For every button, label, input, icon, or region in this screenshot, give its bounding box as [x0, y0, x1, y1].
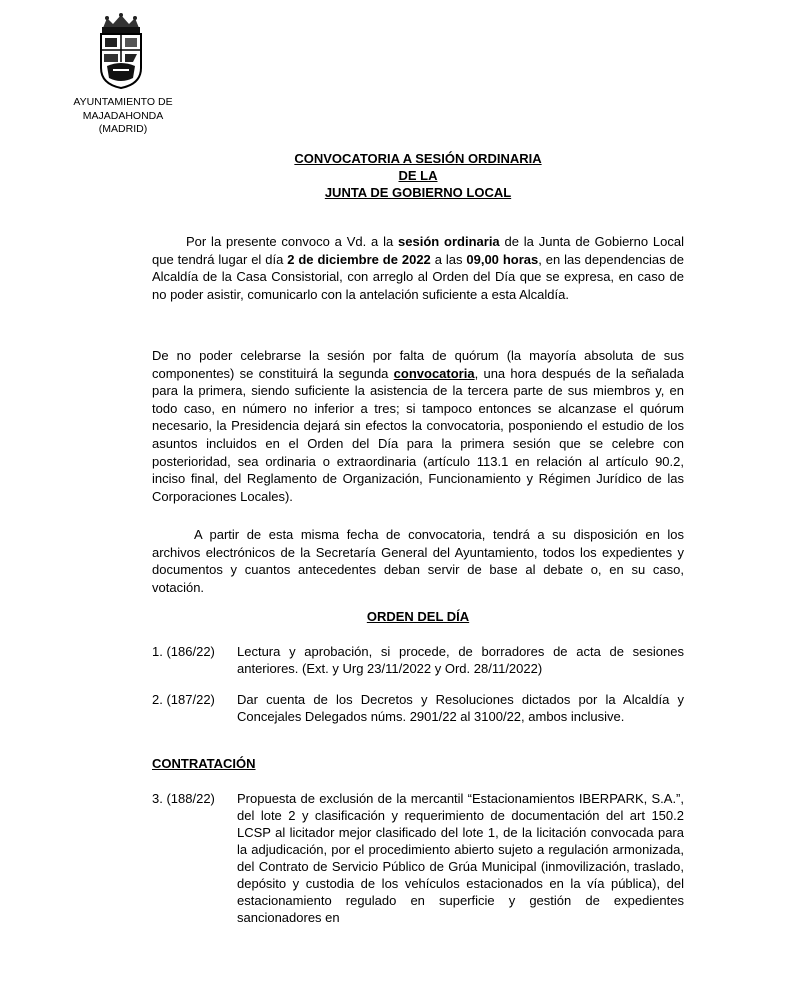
paragraph-convocation: [152, 233, 684, 303]
agenda-item-text: Dar cuenta de los Decretos y Resoluciones dictados por la Alcaldía y Concejales Delegados núms. 2901/22 al 3100/22, ambos inclusive.: [237, 692, 684, 724]
paragraph-documents: A partir de esta misma fecha de convocatoria, tendrá a su disposición en los archivos electrónicos de la Secretaría General del Ayuntamiento, todos los expedientes y documentos y cuantos antecedentes deban servir de base al debate o, en su caso, votación.: [152, 527, 684, 595]
agenda-item: [152, 643, 684, 677]
agenda-item-text: Propuesta de exclusión de la mercantil “Estacionamientos IBERPARK, S.A.”, del lote 2 y clasificación y requerimiento de documentación del art 150.2 LCSP al licitador mejor clasificado del lote 1, de la licitación convocada para la adjudicación, por el procedimiento abierto sujeto a regulación armonizada, del Contrato de Servicio Público de Grúa Municipal (inmovilización, traslado, depósito y custodia de los vehículos estacionados en la vía pública), del estacionamiento regulado en superficie y gestión de expedientes sancionadores en: [237, 791, 684, 925]
title-line: CONVOCATORIA A SESIÓN ORDINARIA: [294, 151, 542, 166]
session-date: 2 de diciembre de 2022: [287, 251, 431, 267]
session-type: sesión ordinaria: [398, 234, 500, 249]
agenda-item: [152, 691, 684, 725]
agenda-item: [152, 790, 684, 926]
agenda-item-number: 3. (188/22): [152, 791, 215, 806]
text: a las: [430, 251, 467, 267]
session-time: 09,00 horas: [466, 251, 539, 267]
agenda-item-number: 1. (186/22): [152, 644, 215, 659]
title-line: JUNTA DE GOBIERNO LOCAL: [324, 185, 512, 200]
agenda-item-text: Lectura y aprobación, si procede, de borradores de acta de sesiones anteriores. (Ext. y Urg 23/11/2022 y Ord. 28/11/2022): [237, 644, 684, 676]
coat-of-arms-logo: [95, 12, 147, 90]
municipality-line: (MADRID): [98, 123, 148, 135]
municipality-line: AYUNTAMIENTO DE: [73, 96, 173, 108]
document-title: [152, 150, 684, 201]
municipality-line: MAJADAHONDA: [82, 109, 164, 122]
text: de la Junta de Gobierno Local que tendrá lugar el día: [152, 234, 684, 267]
agenda-title: ORDEN DEL DÍA: [366, 609, 470, 624]
section-contratacion: CONTRATACIÓN: [152, 756, 256, 771]
municipality-name: [62, 96, 184, 137]
text: , una hora después de la señalada para la primera, siendo suficiente la asistencia de la tercera parte de sus miembros y, en todo caso, en número no inferior a tres; si tampoco entonces se alcanzase el quórum necesario, la Presidencia dejará sin efectos la convocatoria, posponiendo el estudio de los asuntos incluidos en el Orden del Día para la primera sesión que se celebre con posterioridad, sea ordinaria o extraordinaria (artículo 113.1 en relación al artículo 90.2, inciso final, del Reglamento de Organización, Funcionamiento y Régimen Jurídico de las Corporaciones Locales).: [152, 365, 684, 504]
title-line: DE LA: [398, 168, 438, 183]
text: , en las dependencias de Alcaldía de la Casa Consistorial, con arreglo al Orden del Día que se expresa, en caso de no poder asistir, comunicarlo con la antelación suficiente a esta Alcaldía.: [152, 251, 684, 302]
convocatoria-emphasis: convocatoria: [393, 365, 475, 381]
agenda-item-number: 2. (187/22): [152, 692, 215, 707]
text: Por la presente convoco a Vd. a la: [186, 234, 399, 249]
text: De no poder celebrarse la sesión por falta de quórum (la mayoría absoluta de sus componentes) se constituirá la segunda: [152, 348, 684, 381]
paragraph-quorum: [152, 347, 684, 505]
